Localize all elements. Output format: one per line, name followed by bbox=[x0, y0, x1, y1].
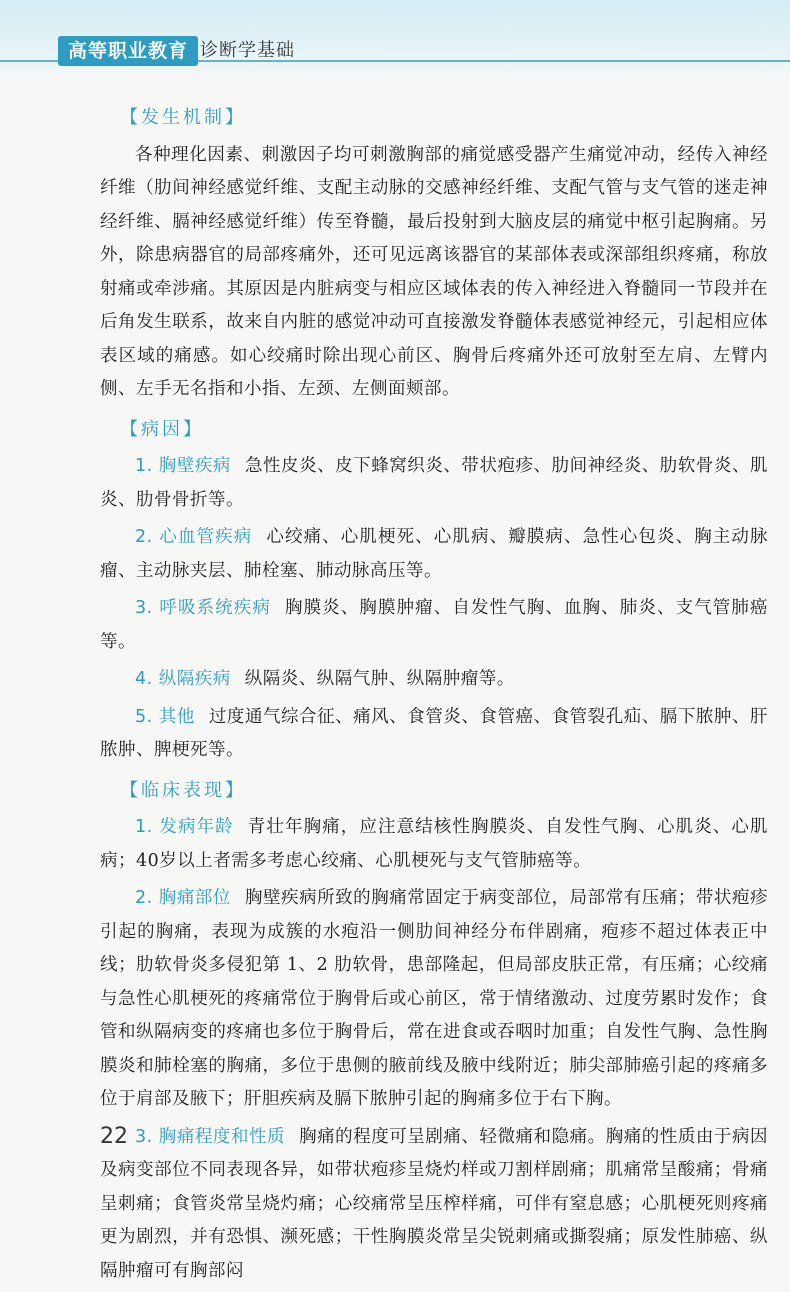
etiology-item bbox=[100, 663, 768, 697]
item-title: 2. 胸痛部位 bbox=[135, 888, 231, 908]
book-title: 诊断学基础 bbox=[200, 40, 295, 61]
etiology-item bbox=[100, 701, 768, 768]
item-title: 3. 胸痛程度和性质 bbox=[135, 1126, 286, 1147]
section-heading-etiology: 【病因】 bbox=[120, 418, 204, 440]
item-text: 急性皮炎、皮下蜂窝织炎、带状疱疹、肋间神经炎、肋软骨炎、肌炎、肋骨骨折等。 bbox=[100, 456, 768, 510]
item-text: 纵隔炎、纵隔气肿、纵隔肿瘤等。 bbox=[244, 669, 515, 689]
item-title: 2. 心血管疾病 bbox=[135, 527, 253, 547]
item-text: 胸壁疾病所致的胸痛常固定于病变部位，局部常有压痛；带状疱疹引起的胸痛，表现为成簇的水疱沿一侧肋间神经分布伴剧痛，疱疹不超过体表正中线；肋软骨炎多侵犯第 1、2 肋软骨，患部隆起，但局部皮肤正常，有压痛；心绞痛与急性心肌梗死的疼痛常位于胸骨后或心前区，常于情绪激动、过度劳累时发作；食管和纵隔病变的疼痛也多位于胸骨后，常在进食或吞咽时加重；自发性气胸、急性胸膜炎和肺栓塞的胸痛，多位于患侧的腋前线及腋中线附近；肺尖部肺癌引起的疼痛多位于肩部及腋下；肝胆疾病及膈下脓肿引起的胸痛多位于右下胸。 bbox=[100, 888, 768, 1109]
item-title: 1. 发病年龄 bbox=[135, 817, 234, 837]
etiology-item bbox=[100, 521, 768, 588]
item-text: 胸痛的程度可呈剧痛、轻微痛和隐痛。胸痛的性质由于病因及病变部位不同表现各异，如带状疱疹呈烧灼样或刀割样剧痛；肌痛常呈酸痛；骨痛呈刺痛；食管炎常呈烧灼痛；心绞痛常呈压榨样痛，可伴有窒息感；心肌梗死则疼痛更为剧烈，并有恐惧、濒死感；干性胸膜炎常呈尖锐刺痛或撕裂痛；原发性肺癌、纵隔肿瘤可有胸部闷 bbox=[100, 1126, 768, 1281]
item-text: 青壮年胸痛，应注意结核性胸膜炎、自发性气胸、心肌炎、心肌病；40岁以上者需多考虑心绞痛、心肌梗死与支气管肺癌等。 bbox=[100, 817, 768, 871]
mechanism-paragraph: 各种理化因素、刺激因子均可刺激胸部的痛觉感受器产生痛觉冲动，经传入神经纤维（肋间神经感觉纤维、支配主动脉的交感神经纤维、支配气管与支气管的迷走神经纤维、膈神经感觉纤维）传至脊髓，最后投射到大脑皮层的痛觉中枢引起胸痛。另外，除患病器官的局部疼痛外，还可见远离该器官的某部体表或深部组织疼痛，称放射痛或牵涉痛。其原因是内脏病变与相应区域体表的传入神经进入脊髓同一节段并在后角发生联系，故来自内脏的感觉冲动可直接激发脊髓体表感觉神经元，引起相应体表区域的痛感。如心绞痛时除出现心前区、胸骨后疼痛外还可放射至左肩、左臂内侧、左手无名指和小指、左颈、左侧面颊部。 bbox=[100, 144, 768, 399]
item-title: 3. 呼吸系统疾病 bbox=[135, 598, 271, 618]
item-text: 过度通气综合征、痛风、食管炎、食管癌、食管裂孔疝、膈下脓肿、肝脓肿、脾梗死等。 bbox=[100, 706, 768, 760]
series-badge: 高等职业教育 bbox=[58, 36, 198, 66]
clinical-item bbox=[100, 1121, 768, 1289]
etiology-item bbox=[100, 592, 768, 659]
clinical-item bbox=[100, 882, 768, 1117]
item-title: 5. 其他 bbox=[135, 706, 195, 727]
section-heading-clinical: 【临床表现】 bbox=[120, 779, 246, 801]
item-title: 1. 胸壁疾病 bbox=[135, 456, 231, 476]
etiology-item bbox=[100, 450, 768, 517]
page-header bbox=[0, 0, 790, 90]
item-text: 心绞痛、心肌梗死、心肌病、瓣膜病、急性心包炎、胸主动脉瘤、主动脉夹层、肺栓塞、肺动脉高压等。 bbox=[100, 527, 769, 581]
clinical-item bbox=[100, 811, 768, 878]
item-title: 4. 纵隔疾病 bbox=[135, 669, 231, 689]
page-body bbox=[100, 95, 768, 1292]
section-heading-mechanism: 【发生机制】 bbox=[120, 107, 246, 128]
page-number: 22 bbox=[100, 1124, 128, 1149]
item-text: 胸膜炎、胸膜肿瘤、自发性气胸、血胸、肺炎、支气管肺癌等。 bbox=[100, 598, 768, 652]
